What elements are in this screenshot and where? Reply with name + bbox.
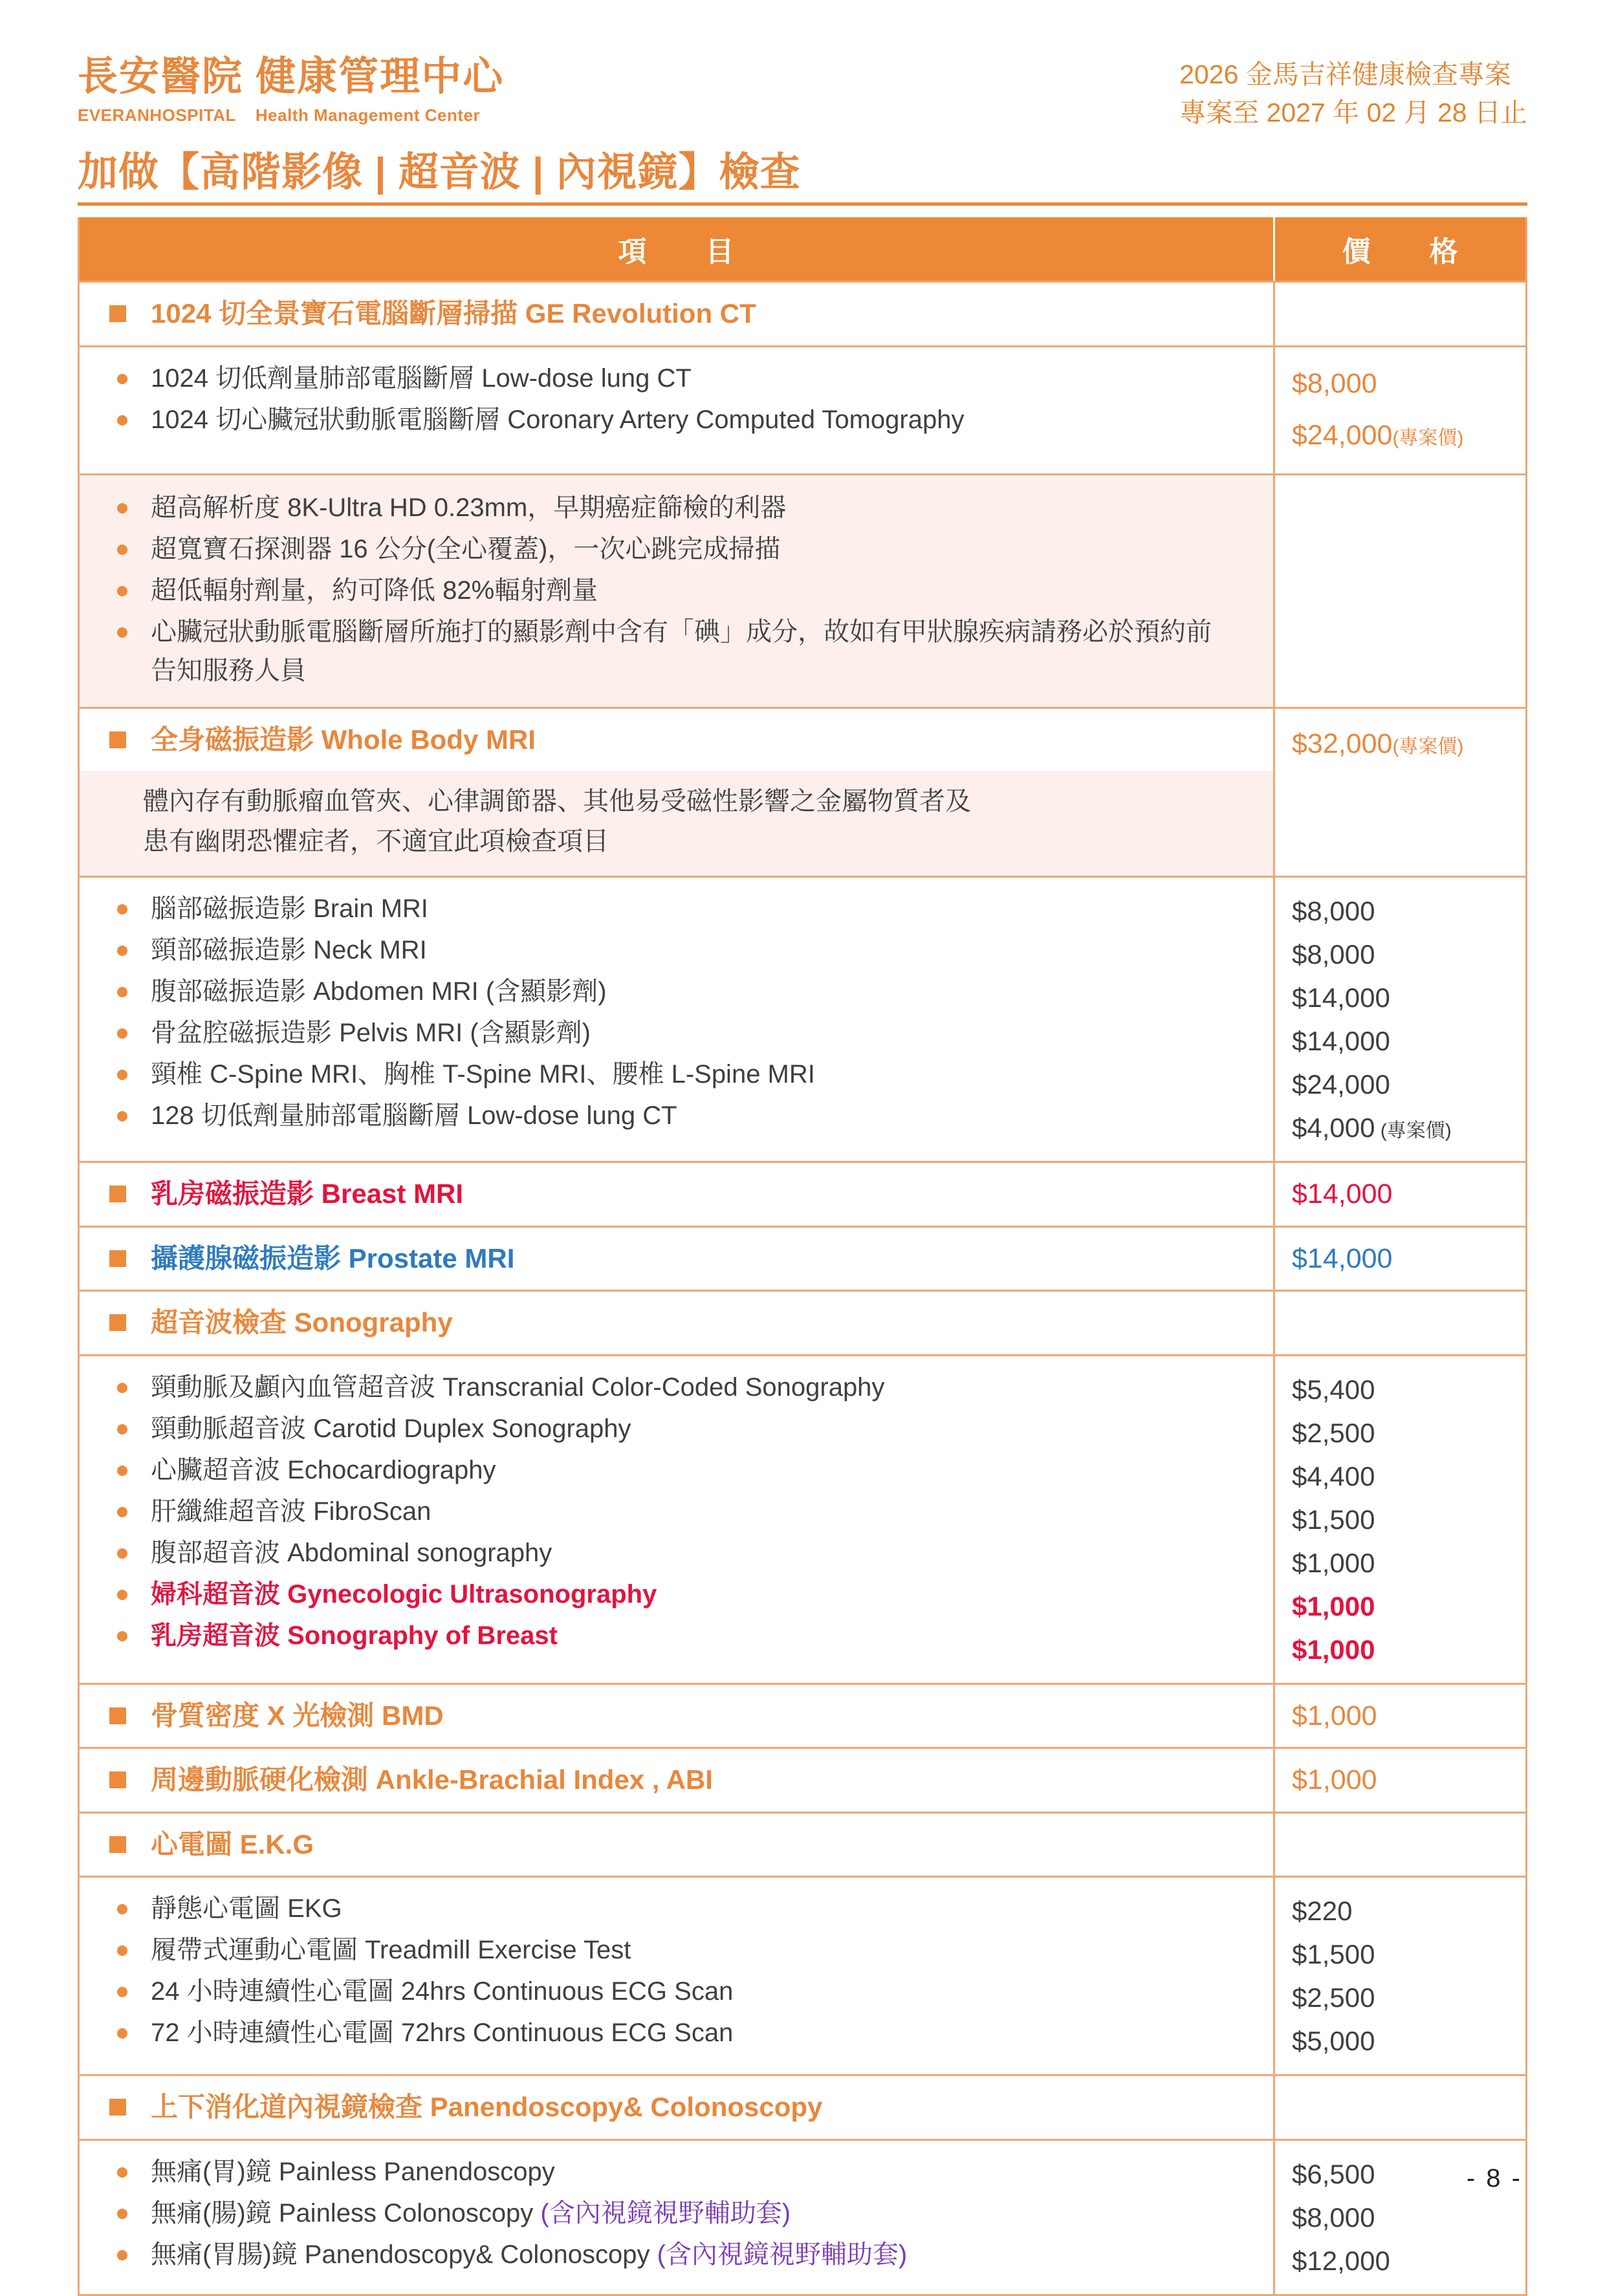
title-divider (78, 202, 1527, 206)
list-item-label: 頸動脈超音波 Carotid Duplex Sonography (151, 1414, 631, 1443)
price-value (1292, 1585, 1525, 1628)
list-item-label: 腹部超音波 Abdominal sonography (151, 1538, 552, 1567)
list-item (109, 1367, 1273, 1408)
list-item (109, 1491, 1273, 1532)
list-item-main: 無痛(腸)鏡 Painless Colonoscopy (151, 2198, 541, 2227)
prostate-mri-cell (80, 1228, 1275, 1290)
price-value (1292, 723, 1525, 765)
table-row-ct-notes (80, 475, 1525, 709)
table-row-ekg-items (80, 1878, 1525, 2076)
list-item (109, 399, 1273, 440)
page-title: 加做【高階影像 | 超音波 | 內視鏡】檢查 (78, 150, 801, 195)
list-item-label: 履帶式運動心電圖 Treadmill Exercise Test (151, 1936, 631, 1965)
list-item (109, 1929, 1273, 1971)
list-item-label: 超寬寶石探測器 16 公分(全心覆蓋)，一次心跳完成掃描 (151, 534, 781, 563)
prostate-mri-price-cell (1275, 1228, 1525, 1290)
bullet-dot-icon (117, 374, 127, 384)
bullet-dot-icon (117, 2167, 127, 2178)
ct-item-list (80, 347, 1273, 452)
table-row-wholebody-mri (80, 709, 1525, 878)
section-title-endoscopy: 上下消化道內視鏡檢查 Panendoscopy& Colonoscopy (151, 2092, 823, 2123)
mri-items-price-cell (1275, 878, 1525, 1161)
price-value (1292, 1541, 1525, 1585)
ekg-heading-price-cell (1275, 1814, 1525, 1876)
brand-en-center: Health Management Center (255, 105, 481, 125)
price-amount: $1,500 (1292, 1504, 1375, 1535)
mri-items-cell (80, 878, 1275, 1161)
list-item-label: 72 小時連續性心電圖 72hrs Continuous ECG Scan (151, 2019, 734, 2048)
section-marker-square-icon (109, 305, 126, 322)
price-value (1292, 1063, 1525, 1106)
sonography-items-cell (80, 1356, 1275, 1683)
section-marker-square-icon (109, 1836, 126, 1853)
breast-mri-price-cell (1275, 1163, 1525, 1226)
table-row-endoscopy-heading (80, 2076, 1525, 2141)
warning-line-2: 患有幽閉恐懼症者，不適宜此項檢查項目 (143, 827, 609, 856)
section-heading-ct (80, 283, 1273, 345)
list-item (109, 1449, 1273, 1491)
price-amount: $2,500 (1292, 1982, 1375, 2013)
endoscopy-items-cell (80, 2141, 1275, 2294)
list-item (109, 1054, 1273, 1095)
bullet-dot-icon (117, 2028, 127, 2039)
list-item-label (151, 2152, 555, 2191)
sonography-heading-cell (80, 1292, 1275, 1354)
price-amount: $220 (1292, 1896, 1353, 1927)
list-item (109, 2234, 1273, 2275)
bullet-dot-icon (117, 1028, 127, 1039)
section-marker-square-icon (109, 1250, 126, 1267)
price-value (1292, 363, 1525, 405)
price-amount: $1,000 (1292, 1700, 1377, 1731)
brand-en-hospital: EVERANHOSPITAL (78, 105, 236, 125)
section-heading-wholebody-mri (80, 709, 1273, 772)
sonography-item-list (80, 1356, 1273, 1668)
list-item-main: 無痛(胃)鏡 Painless Panendoscopy (151, 2157, 555, 2186)
price-amount: $8,000 (1292, 896, 1375, 927)
section-row-ct-heading (80, 283, 1525, 347)
price-amount: $5,400 (1292, 1374, 1375, 1405)
price-note: (專案價) (1392, 735, 1464, 757)
ct-notes-cell (80, 475, 1275, 707)
campaign-title: 2026 金馬吉祥健康檢查專案 (1179, 60, 1511, 89)
list-item-label: 骨盆腔磁振造影 Pelvis MRI (含顯影劑) (151, 1019, 591, 1048)
bullet-dot-icon (117, 545, 127, 555)
list-item-label: 肝纖維超音波 FibroScan (151, 1497, 431, 1526)
column-header-item-label: 項 目 (618, 236, 735, 268)
table-row-sonography-heading (80, 1292, 1525, 1356)
price-value (1292, 415, 1525, 457)
list-item-label: 心臟冠狀動脈電腦斷層所施打的顯影劑中含有「碘」成分，故如有甲狀腺疾病請務必於預約前告知服務人員 (151, 617, 1212, 685)
list-item (109, 1888, 1273, 1929)
list-item-label: 乳房超音波 Sonography of Breast (151, 1621, 558, 1650)
bullet-dot-icon (117, 987, 127, 997)
bullet-dot-icon (117, 1987, 127, 1997)
ekg-items-price-cell (1275, 1878, 1525, 2074)
price-amount: $6,500 (1292, 2158, 1375, 2189)
column-header-price (1275, 217, 1525, 281)
price-amount: $1,000 (1292, 1590, 1375, 1621)
table-header-row (80, 217, 1525, 283)
list-item (109, 528, 1273, 570)
abi-cell (80, 1749, 1275, 1812)
list-item-suffix: (含內視鏡視野輔助套) (657, 2240, 908, 2269)
price-value (1292, 2239, 1525, 2282)
price-value (1292, 1411, 1525, 1455)
section-heading-cell (80, 283, 1275, 345)
table-row-prostate-mri (80, 1228, 1525, 1292)
section-heading-bmd (80, 1685, 1273, 1748)
price-amount: $14,000 (1292, 1026, 1390, 1057)
list-item (109, 1574, 1273, 1615)
price-amount: $8,000 (1292, 939, 1375, 970)
bullet-dot-icon (117, 586, 127, 596)
price-value (1292, 1889, 1525, 1933)
mri-item-list (80, 878, 1273, 1148)
list-item-label: 頸部磁振造影 Neck MRI (151, 936, 427, 965)
list-item (109, 611, 1222, 691)
bmd-price-cell (1275, 1685, 1525, 1748)
section-marker-square-icon (109, 1771, 126, 1788)
bullet-dot-icon (117, 627, 127, 638)
price-amount: $2,500 (1292, 1417, 1375, 1448)
table-row-ekg-heading (80, 1814, 1525, 1878)
table-row-endoscopy-items (80, 2141, 1525, 2294)
price-amount: $14,000 (1292, 1178, 1393, 1210)
section-title-wholebody-mri: 全身磁振造影 Whole Body MRI (151, 724, 536, 755)
section-title-bmd: 骨質密度 X 光檢測 BMD (151, 1700, 444, 1731)
price-value (1292, 1498, 1525, 1541)
price-amount: $8,000 (1292, 367, 1377, 399)
bullet-dot-icon (117, 946, 127, 956)
price-amount: $14,000 (1292, 982, 1390, 1013)
bmd-cell (80, 1685, 1275, 1748)
campaign-banner (1179, 56, 1527, 133)
page-header (0, 0, 1605, 139)
list-item-label: 超低輻射劑量，約可降低 82%輻射劑量 (151, 576, 598, 605)
bullet-dot-icon (117, 1111, 127, 1121)
price-amount: $1,000 (1292, 1764, 1377, 1796)
price-table (78, 217, 1527, 2296)
bullet-dot-icon (117, 503, 127, 514)
section-marker-square-icon (109, 1314, 126, 1331)
section-heading-breast-mri (80, 1163, 1273, 1226)
warning-line-1: 體內存有動脈瘤血管夾、心律調節器、其他易受磁性影響之金屬物質者及 (143, 787, 971, 816)
bullet-dot-icon (117, 1424, 127, 1435)
bullet-dot-icon (117, 415, 127, 426)
section-title-abi: 周邊動脈硬化檢測 Ankle-Brachial Index , ABI (151, 1764, 713, 1795)
bullet-dot-icon (117, 1548, 127, 1559)
section-title-sonography: 超音波檢查 Sonography (151, 1307, 453, 1338)
bullet-dot-icon (117, 1070, 127, 1080)
section-price-ct (1275, 283, 1525, 345)
list-item-label: 1024 切低劑量肺部電腦斷層 Low-dose lung CT (151, 363, 692, 393)
bullet-dot-icon (117, 1383, 127, 1393)
section-heading-ekg (80, 1814, 1273, 1876)
list-item-label: 超高解析度 8K-Ultra HD 0.23mm，早期癌症篩檢的利器 (151, 493, 787, 522)
price-value (1292, 933, 1525, 976)
ct-notes-price-cell (1275, 475, 1525, 707)
price-value (1292, 1173, 1392, 1215)
price-amount: $1,000 (1292, 1547, 1375, 1578)
price-amount: $24,000 (1292, 420, 1393, 451)
list-item (109, 888, 1273, 929)
price-amount: $24,000 (1292, 1069, 1390, 1100)
bullet-dot-icon (117, 1945, 127, 1956)
table-row-breast-mri (80, 1163, 1525, 1228)
table-row-mri-items (80, 878, 1525, 1163)
table-row-bmd (80, 1685, 1525, 1749)
price-amount: $1,500 (1292, 1939, 1375, 1970)
section-marker-square-icon (109, 2099, 126, 2116)
table-row-ct-items (80, 347, 1525, 475)
price-note: (專案價) (1375, 1120, 1452, 1142)
price-value (1292, 889, 1525, 933)
endoscopy-heading-price-cell (1275, 2076, 1525, 2139)
price-value (1292, 1695, 1377, 1737)
bullet-dot-icon (117, 1466, 127, 1476)
list-item-label: 心臟超音波 Echocardiography (151, 1455, 496, 1484)
list-item (109, 2151, 1273, 2193)
list-item (109, 971, 1273, 1012)
abi-price-cell (1275, 1749, 1525, 1812)
price-value (1292, 1019, 1525, 1063)
column-header-item (80, 217, 1275, 281)
price-value (1292, 1106, 1525, 1149)
endoscopy-heading-cell (80, 2076, 1275, 2139)
section-heading-prostate-mri (80, 1228, 1273, 1290)
list-item-label: 頸動脈及顱內血管超音波 Transcranial Color-Coded Sonography (151, 1372, 885, 1402)
price-amount: $32,000 (1292, 728, 1393, 759)
section-title-ct: 1024 切全景寶石電腦斷層掃描 GE Revolution CT (151, 298, 756, 329)
list-item (109, 570, 1273, 611)
price-value (1292, 1759, 1377, 1801)
bullet-dot-icon (117, 2250, 127, 2260)
wholebody-mri-cell (80, 709, 1275, 876)
list-item (109, 2193, 1273, 2234)
price-value (1292, 2196, 1525, 2239)
section-title-ekg: 心電圖 E.K.G (151, 1828, 314, 1859)
price-value (1292, 1933, 1525, 1976)
section-title-prostate-mri: 攝護腺磁振造影 Prostate MRI (151, 1242, 515, 1273)
table-row-sonography-items (80, 1356, 1525, 1685)
price-amount: $4,400 (1292, 1460, 1375, 1491)
ekg-item-list (80, 1878, 1273, 2065)
price-value (1292, 2019, 1525, 2063)
section-heading-endoscopy (80, 2076, 1273, 2139)
list-item (109, 1095, 1273, 1136)
list-item-label: 頸椎 C-Spine MRI、胸椎 T-Spine MRI、腰椎 L-Spine MRI (151, 1060, 815, 1089)
endoscopy-item-list (80, 2141, 1273, 2287)
list-item (109, 1615, 1273, 1656)
breast-mri-cell (80, 1163, 1275, 1226)
price-value (1292, 1976, 1525, 2019)
list-item-label (151, 2194, 791, 2233)
ekg-heading-cell (80, 1814, 1275, 1876)
sonography-heading-price-cell (1275, 1292, 1525, 1354)
column-header-price-label: 價 格 (1342, 236, 1459, 268)
list-item-label (151, 2235, 907, 2274)
price-value (1292, 976, 1525, 1019)
price-value (1292, 1368, 1525, 1411)
brand-name-zh: 長安醫院 健康管理中心 (78, 54, 505, 99)
ct-note-list (80, 475, 1273, 707)
price-amount: $14,000 (1292, 1242, 1393, 1274)
section-marker-square-icon (109, 731, 126, 748)
wholebody-mri-price-cell (1275, 709, 1525, 876)
section-marker-square-icon (109, 1186, 126, 1202)
list-item (109, 1408, 1273, 1449)
list-item (109, 1971, 1273, 2012)
list-item (109, 358, 1273, 399)
price-amount: $1,000 (1292, 1634, 1375, 1665)
campaign-validity: 專案至 2027 年 02 月 28 日止 (1179, 98, 1527, 128)
list-item-suffix: (含內視鏡視野輔助套) (540, 2198, 791, 2227)
list-item-label: 腹部磁振造影 Abdomen MRI (含顯影劑) (151, 977, 607, 1006)
section-title-breast-mri: 乳房磁振造影 Breast MRI (151, 1178, 464, 1209)
price-value (1292, 1238, 1392, 1280)
list-item-label: 128 切低劑量肺部電腦斷層 Low-dose lung CT (151, 1101, 677, 1131)
price-amount: $5,000 (1292, 2026, 1375, 2057)
wholebody-mri-warning (80, 771, 1273, 876)
price-amount: $4,000 (1292, 1112, 1375, 1143)
bullet-dot-icon (117, 1904, 127, 1914)
bullet-dot-icon (117, 2209, 127, 2219)
bullet-dot-icon (117, 1631, 127, 1641)
list-item-label: 婦科超音波 Gynecologic Ultrasonography (151, 1579, 657, 1608)
list-item-label: 1024 切心臟冠狀動脈電腦斷層 Coronary Artery Computed Tomography (151, 405, 965, 434)
list-item (109, 929, 1273, 971)
list-item (109, 1532, 1273, 1574)
section-heading-abi (80, 1749, 1273, 1812)
ct-items-cell (80, 347, 1275, 473)
sonography-items-price-cell (1275, 1356, 1525, 1683)
list-item-label: 24 小時連續性心電圖 24hrs Continuous ECG Scan (151, 1977, 734, 2006)
section-heading-sonography (80, 1292, 1273, 1354)
price-value (1292, 1628, 1525, 1671)
bullet-dot-icon (117, 1507, 127, 1517)
list-item (109, 487, 1273, 528)
page-number: - 8 - (1466, 2164, 1522, 2193)
list-item (109, 2012, 1273, 2053)
bullet-dot-icon (117, 1590, 127, 1600)
list-item-main: 無痛(胃腸)鏡 Panendoscopy& Colonoscopy (151, 2240, 657, 2269)
bullet-dot-icon (117, 904, 127, 915)
section-marker-square-icon (109, 1707, 126, 1724)
ekg-items-cell (80, 1878, 1275, 2074)
price-amount: $8,000 (1292, 2202, 1375, 2233)
price-note: (專案價) (1392, 428, 1464, 449)
list-item (109, 1012, 1273, 1054)
price-amount: $12,000 (1292, 2245, 1390, 2276)
ct-items-price-cell (1275, 347, 1525, 473)
price-value (1292, 1455, 1525, 1498)
list-item-label: 腦部磁振造影 Brain MRI (151, 894, 428, 924)
table-row-abi (80, 1749, 1525, 1814)
list-item-label: 靜態心電圖 EKG (151, 1894, 342, 1923)
